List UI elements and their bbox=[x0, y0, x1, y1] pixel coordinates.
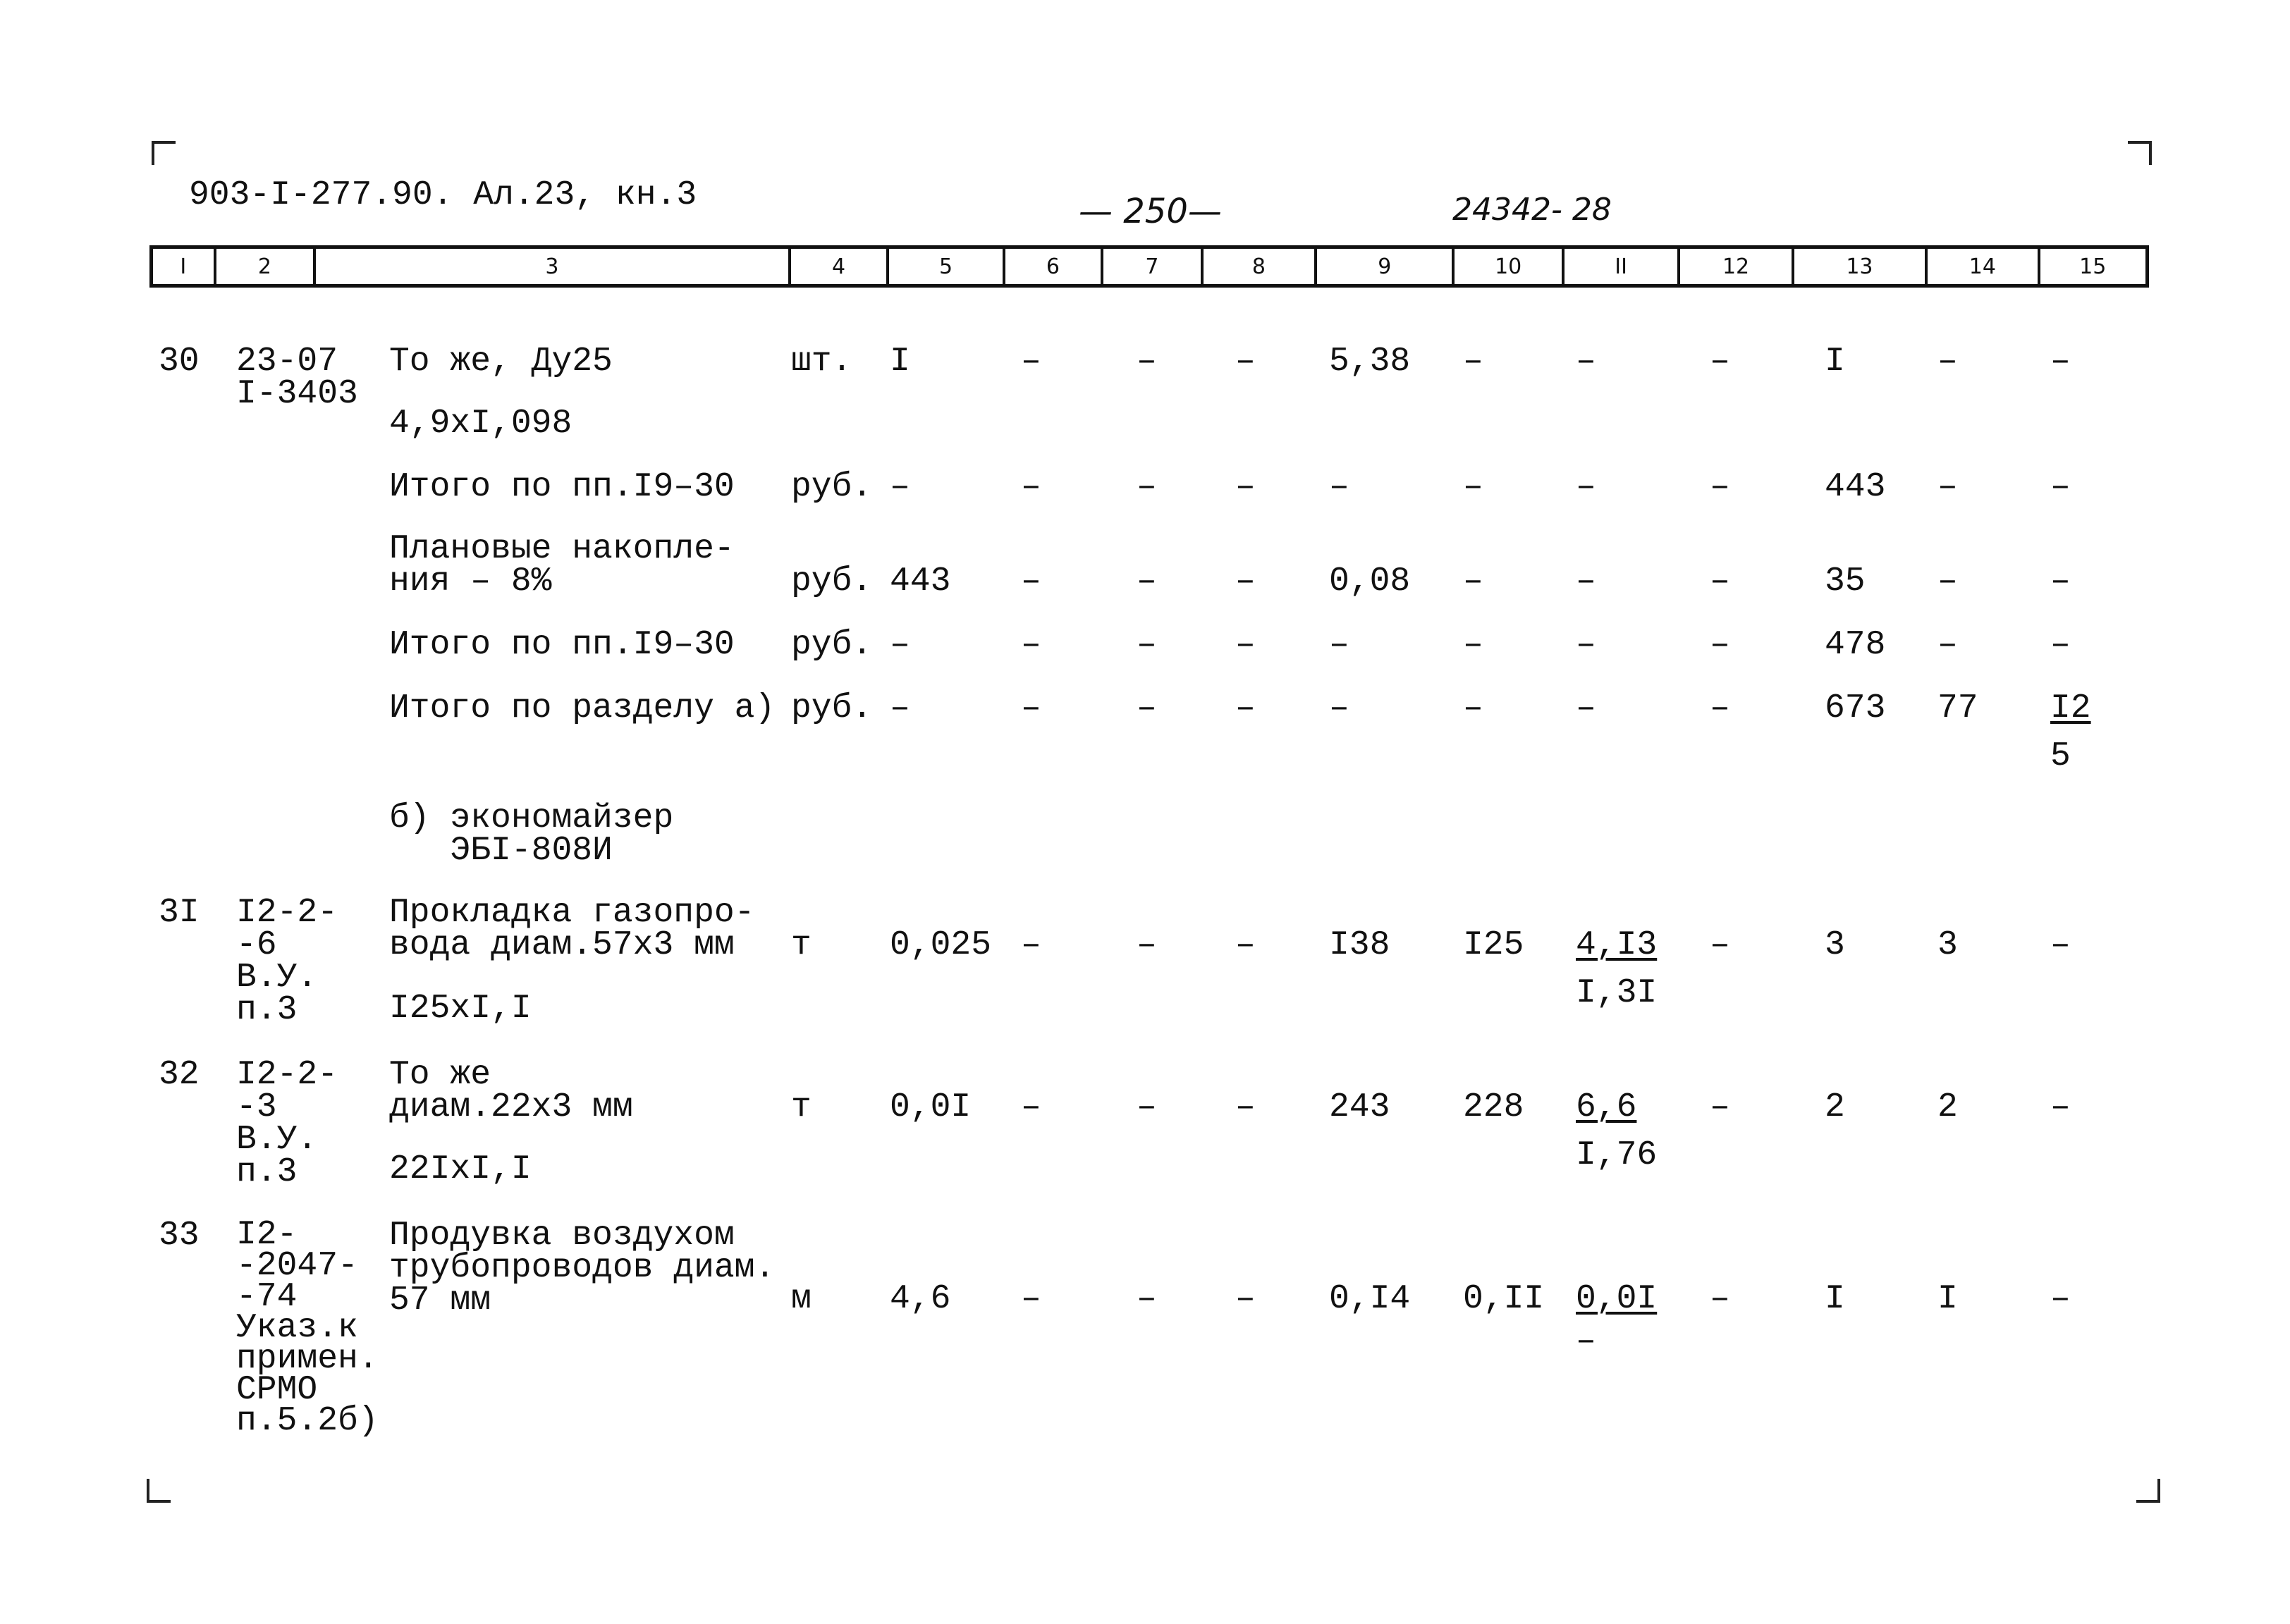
cell-col-11-denominator: I,76 bbox=[1576, 1136, 1658, 1174]
cell-col-6: – bbox=[1021, 1088, 1041, 1126]
cell-col-7: – bbox=[1137, 926, 1157, 964]
cell-col-12: – bbox=[1710, 468, 1730, 506]
cell-col-11-numerator: 6,6 bbox=[1576, 1088, 1637, 1126]
cell-col-15: – bbox=[2050, 926, 2071, 964]
cell-col-14: 3 bbox=[1937, 926, 1958, 964]
row-number: 33 bbox=[159, 1217, 200, 1255]
cell-col-14: – bbox=[1937, 468, 1958, 506]
cell-col-8: – bbox=[1235, 1280, 1256, 1318]
cell-col-8: – bbox=[1235, 926, 1256, 964]
cell-col-6: – bbox=[1021, 1280, 1041, 1318]
cell-col-12: – bbox=[1710, 1088, 1730, 1126]
cell-col-8: – bbox=[1235, 1088, 1256, 1126]
cell-col-7: – bbox=[1137, 626, 1157, 664]
cell-col-5: – bbox=[890, 468, 910, 506]
unit-cell: м bbox=[791, 1280, 812, 1318]
cell-col-13: I bbox=[1825, 343, 1845, 381]
cell-col-8: – bbox=[1235, 626, 1256, 664]
cell-col-11: – bbox=[1576, 468, 1596, 506]
unit-cell: руб. bbox=[791, 626, 873, 664]
column-number: 7 bbox=[1103, 249, 1204, 284]
cell-col-12: – bbox=[1710, 562, 1730, 601]
column-number: 3 bbox=[316, 249, 791, 284]
column-number: 4 bbox=[791, 249, 890, 284]
cell-col-13: 673 bbox=[1825, 689, 1886, 727]
cell-col-9: 243 bbox=[1329, 1088, 1390, 1126]
unit-cell: руб. bbox=[791, 468, 873, 506]
cell-col-15-numerator: I2 bbox=[2050, 689, 2091, 727]
norm-code: I2- -2047- -74 Указ.к примен. СРМО п.5.2б) bbox=[236, 1216, 379, 1440]
cell-col-12: – bbox=[1710, 1280, 1730, 1318]
cell-col-7: – bbox=[1137, 1280, 1157, 1318]
cell-col-13: 478 bbox=[1825, 626, 1886, 664]
cell-col-15: – bbox=[2050, 468, 2071, 506]
cell-col-5: – bbox=[890, 689, 910, 727]
column-number: 6 bbox=[1005, 249, 1104, 284]
cell-col-5: I bbox=[890, 343, 910, 381]
cell-col-6: – bbox=[1021, 689, 1041, 727]
cell-col-5: 4,6 bbox=[890, 1280, 951, 1318]
cell-col-15-denominator: 5 bbox=[2050, 737, 2071, 775]
cell-col-13: 3 bbox=[1825, 926, 1845, 964]
norm-code: I2-2- -6 В.У. п.3 bbox=[236, 894, 338, 1029]
cell-col-6: – bbox=[1021, 343, 1041, 381]
cell-col-9: – bbox=[1329, 689, 1349, 727]
column-number: I bbox=[153, 249, 216, 284]
cell-col-13: 2 bbox=[1825, 1088, 1845, 1126]
item-description: Итого по пп.I9–30 bbox=[389, 626, 735, 664]
item-description: Продувка воздухом трубопроводов диам. 57 мм bbox=[389, 1217, 776, 1320]
cell-col-15: – bbox=[2050, 343, 2071, 381]
cell-col-9: I38 bbox=[1329, 926, 1390, 964]
cell-col-12: – bbox=[1710, 626, 1730, 664]
cell-col-14: – bbox=[1937, 626, 1958, 664]
unit-cell: руб. bbox=[791, 689, 873, 727]
corner-mark-top-left bbox=[152, 141, 176, 165]
cell-col-14: 77 bbox=[1937, 689, 1978, 727]
corner-mark-bottom-right bbox=[2136, 1479, 2160, 1503]
cell-col-9: 0,I4 bbox=[1329, 1280, 1411, 1318]
row-number: 30 bbox=[159, 343, 200, 381]
cell-col-7: – bbox=[1137, 468, 1157, 506]
cell-col-7: – bbox=[1137, 689, 1157, 727]
cell-col-11: – bbox=[1576, 343, 1596, 381]
cell-col-10: – bbox=[1463, 343, 1483, 381]
cell-col-11-denominator: – bbox=[1576, 1322, 1596, 1360]
cell-col-15: – bbox=[2050, 562, 2071, 601]
column-number: 15 bbox=[2079, 254, 2107, 279]
cell-col-7: – bbox=[1137, 562, 1157, 601]
cell-col-10: I25 bbox=[1463, 926, 1524, 964]
item-description: Плановые накопле- ния – 8% bbox=[389, 530, 735, 601]
cell-col-13: I bbox=[1825, 1280, 1845, 1318]
unit-cell: т bbox=[791, 1088, 812, 1126]
cell-col-13: 443 bbox=[1825, 468, 1886, 506]
cell-col-10: – bbox=[1463, 626, 1483, 664]
unit-cell: шт. bbox=[791, 343, 852, 381]
cell-col-7: – bbox=[1137, 1088, 1157, 1126]
column-number: 13 bbox=[1794, 249, 1928, 284]
column-number: 10 bbox=[1455, 249, 1564, 284]
item-description: Прокладка газопро- вода диам.57х3 мм bbox=[389, 894, 755, 964]
cell-col-8: – bbox=[1235, 343, 1256, 381]
column-number: 8 bbox=[1204, 249, 1317, 284]
cell-col-9: 0,08 bbox=[1329, 562, 1411, 601]
cell-col-6: – bbox=[1021, 468, 1041, 506]
item-description: То же диам.22х3 мм bbox=[389, 1056, 633, 1126]
cell-col-11: – bbox=[1576, 626, 1596, 664]
item-calculation: 4,9хI,098 bbox=[389, 405, 572, 443]
cell-col-11-denominator: I,3I bbox=[1576, 974, 1658, 1012]
cell-col-5: 443 bbox=[890, 562, 951, 601]
cell-col-8: – bbox=[1235, 562, 1256, 601]
cell-col-11: – bbox=[1576, 562, 1596, 601]
cell-col-10: 0,II bbox=[1463, 1280, 1545, 1318]
item-calculation: 22IхI,I bbox=[389, 1150, 532, 1188]
item-description: Итого по разделу а) bbox=[389, 689, 776, 727]
cell-col-14: – bbox=[1937, 562, 1958, 601]
corner-mark-top-right bbox=[2128, 141, 2152, 165]
cell-col-7: – bbox=[1137, 343, 1157, 381]
cell-col-8: – bbox=[1235, 689, 1256, 727]
item-description: То же, Ду25 bbox=[389, 343, 613, 381]
cell-col-5: 0,025 bbox=[890, 926, 992, 964]
cell-col-5: – bbox=[890, 626, 910, 664]
cell-col-10: – bbox=[1463, 689, 1483, 727]
cell-col-12: – bbox=[1710, 343, 1730, 381]
cell-col-6: – bbox=[1021, 926, 1041, 964]
row-number: 3I bbox=[159, 894, 200, 932]
column-number: 9 bbox=[1317, 249, 1455, 284]
section-heading: б) экономайзер ЭБI-808И bbox=[389, 799, 674, 870]
cell-col-9: – bbox=[1329, 468, 1349, 506]
column-number: 14 bbox=[1928, 249, 2040, 284]
corner-mark-bottom-left bbox=[147, 1479, 171, 1503]
column-number: 2 bbox=[216, 249, 317, 284]
cell-col-12: – bbox=[1710, 926, 1730, 964]
column-number: 5 bbox=[889, 249, 1005, 284]
row-number: 32 bbox=[159, 1056, 200, 1094]
cell-col-13: 35 bbox=[1825, 562, 1866, 601]
cell-col-10: – bbox=[1463, 468, 1483, 506]
cell-col-11-numerator: 4,I3 bbox=[1576, 926, 1658, 964]
cell-col-15: – bbox=[2050, 1280, 2071, 1318]
unit-cell: т bbox=[791, 926, 812, 964]
cell-col-6: – bbox=[1021, 562, 1041, 601]
cell-col-11-numerator: 0,0I bbox=[1576, 1280, 1658, 1318]
cell-col-9: – bbox=[1329, 626, 1349, 664]
cell-col-15: – bbox=[2050, 1088, 2071, 1126]
cell-col-10: – bbox=[1463, 562, 1483, 601]
cell-col-9: 5,38 bbox=[1329, 343, 1411, 381]
cell-col-10: 228 bbox=[1463, 1088, 1524, 1126]
cell-col-14: I bbox=[1937, 1280, 1958, 1318]
cell-col-6: – bbox=[1021, 626, 1041, 664]
column-number-bar bbox=[149, 245, 2149, 288]
document-code: 24342- 28 bbox=[1452, 192, 1612, 228]
unit-cell: руб. bbox=[791, 562, 873, 601]
cell-col-11: – bbox=[1576, 689, 1596, 727]
cell-col-14: – bbox=[1937, 343, 1958, 381]
cell-col-15: – bbox=[2050, 626, 2071, 664]
norm-code: 23-07 I-3403 bbox=[236, 343, 358, 413]
norm-code: I2-2- -3 В.У. п.3 bbox=[236, 1056, 338, 1191]
cell-col-14: 2 bbox=[1937, 1088, 1958, 1126]
cell-col-5: 0,0I bbox=[890, 1088, 972, 1126]
page-number: — 250— bbox=[1079, 192, 1222, 231]
cell-col-12: – bbox=[1710, 689, 1730, 727]
item-calculation: I25хI,I bbox=[389, 990, 532, 1028]
item-description: Итого по пп.I9–30 bbox=[389, 468, 735, 506]
column-number: II bbox=[1565, 249, 1680, 284]
document-reference: 903-I-277.90. Ал.23, кн.3 bbox=[189, 176, 697, 214]
column-number: 12 bbox=[1680, 249, 1794, 284]
cell-col-8: – bbox=[1235, 468, 1256, 506]
